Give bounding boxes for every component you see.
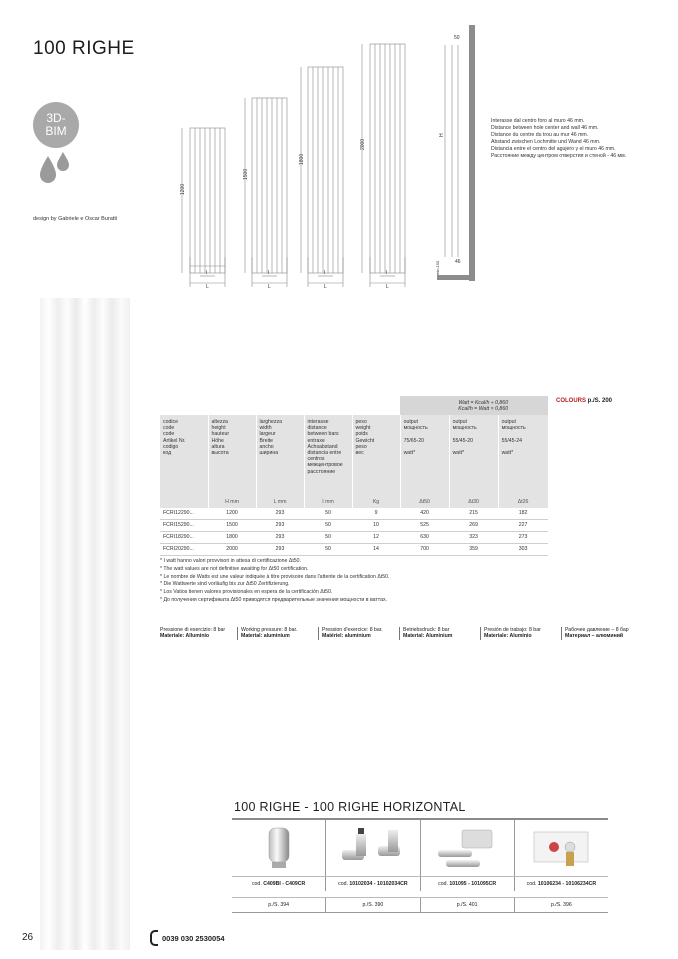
width-label-1: L bbox=[206, 284, 209, 290]
pressure-cell-ru: Рабочее давление – 8 бар Материал – алюминий bbox=[561, 627, 641, 640]
bim-label-line-1: 3D- bbox=[46, 111, 66, 125]
accessory-page-ref[interactable]: p./S. 390 bbox=[326, 897, 420, 913]
technical-data-table bbox=[160, 396, 548, 556]
radiator-technical-drawings bbox=[160, 25, 480, 290]
table-row: FCRI18290... 1800 293 50 12 630 323 273 bbox=[160, 532, 548, 544]
pressure-cell-it: Pressione di esercizio: 8 bar Materiale: Alluminio bbox=[160, 627, 226, 640]
i-label-1: I bbox=[206, 270, 208, 276]
radiator-product-photo bbox=[40, 298, 130, 950]
page-number: 26 bbox=[22, 932, 34, 943]
side-height-label: H bbox=[439, 133, 445, 137]
i-label-3: I bbox=[324, 270, 326, 276]
height-label-2000: 2000 bbox=[360, 138, 366, 150]
watt-conversion-header bbox=[400, 396, 548, 415]
accessory-code: cod. 101095 - 101095CR bbox=[421, 876, 515, 891]
height-label-1500: 1500 bbox=[243, 168, 249, 180]
height-label-1200: 1200 bbox=[180, 183, 186, 195]
header-height: altezza height hauteur Höhe altura высота bbox=[208, 415, 256, 499]
unit-cell: Δt26 bbox=[498, 499, 548, 508]
accessory-image-thermostatic-head[interactable] bbox=[232, 820, 326, 876]
footnotes bbox=[160, 558, 560, 605]
pressure-cell-es: Presión de trabajo: 8 bar Materiale: Aluminio bbox=[480, 627, 560, 640]
unit-cell: L mm bbox=[256, 499, 304, 508]
i-label-2: I bbox=[268, 270, 270, 276]
footnote: * Die Wattwerte sind vorläufig bis zur Δt50 Zertifizierung. bbox=[160, 581, 290, 588]
note-line: Distancia entre el centro del agujero y el muro 46 mm. bbox=[491, 146, 616, 152]
accessory-image-connection-kit[interactable] bbox=[421, 820, 515, 876]
table-row: FCRI20290... 2000 293 50 14 700 359 303 bbox=[160, 544, 548, 556]
water-drops-icon bbox=[38, 150, 72, 186]
bottom-dimension-label: 46 bbox=[455, 259, 461, 265]
accessory-page-ref[interactable]: p./S. 401 bbox=[421, 897, 515, 913]
pressure-cell-fr: Pression d'exercice: 8 bar. Matériel: aluminium bbox=[318, 627, 398, 640]
colours-page: p./S. 200 bbox=[586, 398, 613, 404]
accessories-title: 100 RIGHE - 100 RIGHE HORIZONTAL bbox=[234, 800, 466, 814]
footnote: * Los Vatios tienen valores provisionales en espera de la certificación Δt50. bbox=[160, 589, 333, 596]
accessory-code: cod. 10106234 - 10106234CR bbox=[515, 876, 608, 891]
footnote: * I watt hanno valori provvisori in attesa di certificazione Δt50. bbox=[160, 558, 302, 564]
header-code: codice code code Artikel Nr. codigo код bbox=[160, 415, 208, 499]
installation-notes bbox=[491, 118, 661, 160]
pressure-cell-de: Betriebsdruck: 8 bar Material: Aluminium bbox=[399, 627, 479, 640]
note-line: Abstand zwischen Lochmitte und Wand 46 mm. bbox=[491, 139, 601, 145]
wall-box-icon bbox=[526, 824, 596, 872]
footnote: * Le nombre de Watts est une valeur indiquée à titre provisoire dans l'attente de la certification Δt50. bbox=[160, 573, 390, 580]
header-weight: peso weight poids Gewicht peso вес bbox=[352, 415, 400, 499]
header-output-dt50: output мощность 75/65-20 watt* bbox=[400, 415, 449, 499]
accessory-page-ref[interactable]: p./S. 396 bbox=[515, 897, 608, 913]
accessory-image-wall-box[interactable] bbox=[515, 820, 608, 876]
colours-label: COLOURS bbox=[556, 398, 586, 404]
page-title: 100 RIGHE bbox=[33, 38, 135, 59]
pressure-material-info bbox=[160, 627, 642, 640]
pressure-cell-en: Working pressure: 8 bar. Material: aluminium bbox=[237, 627, 317, 640]
accessory-code: cod. C409BI - C409CR bbox=[232, 876, 326, 891]
floor-clearance-label: min.150 bbox=[435, 260, 440, 275]
note-line: Distance between hole center and wall 46 mm. bbox=[491, 125, 599, 131]
unit-cell: Δt50 bbox=[400, 499, 449, 508]
width-label-4: L bbox=[386, 284, 389, 290]
footnote: * The watt values are not definitive awaiting for Δt50 certification. bbox=[160, 565, 309, 572]
note-line: Interasse dal centro foro al muro 46 mm. bbox=[491, 118, 585, 124]
note-line: Расстояние между центром отверстия и стеной - 46 мм. bbox=[491, 153, 627, 159]
header-width: larghezza width largeur Breite ancho ширина bbox=[256, 415, 304, 499]
top-dimension-label: 50 bbox=[454, 35, 460, 41]
design-by-credit: design by Gabriele e Oscar Buratti bbox=[33, 216, 118, 222]
accessory-page-ref[interactable]: p./S. 394 bbox=[232, 897, 326, 913]
i-label-4: I bbox=[386, 270, 388, 276]
footnote: * До получения сертификата Δt50 приводятся предварительные значения мощности в ваттах. bbox=[160, 596, 388, 603]
note-line: Distance du centre du trou au mur 46 mm. bbox=[491, 132, 589, 138]
table-row: FCRI15290... 1500 293 50 10 525 269 227 bbox=[160, 520, 548, 532]
width-label-3: L bbox=[324, 284, 327, 290]
height-label-1800: 1800 bbox=[299, 153, 305, 165]
radiator-1-ribs bbox=[195, 128, 220, 273]
header-output-dt26: output мощность 55/45-24 watt* bbox=[498, 415, 548, 499]
colours-reference[interactable] bbox=[556, 398, 612, 404]
header-output-dt30: output мощность 55/45-20 watt* bbox=[449, 415, 498, 499]
accessories-grid bbox=[232, 820, 608, 913]
table-row: FCRI12290... 1200 293 50 9 420 215 182 bbox=[160, 508, 548, 520]
watt-conversion-line-2: Kcal/h = Watt × 0,860 bbox=[458, 405, 509, 412]
3d-bim-badge[interactable] bbox=[33, 102, 79, 148]
unit-cell: Kg bbox=[352, 499, 400, 508]
unit-cell: H mm bbox=[208, 499, 256, 508]
thermostatic-head-icon bbox=[259, 824, 299, 872]
phone-contact[interactable] bbox=[150, 930, 225, 946]
width-label-2: L bbox=[268, 284, 271, 290]
accessory-image-valve-kit[interactable] bbox=[326, 820, 420, 876]
unit-cell: Δt30 bbox=[449, 499, 498, 508]
valve-kit-icon bbox=[338, 824, 408, 872]
connection-kit-icon bbox=[432, 824, 502, 872]
phone-icon bbox=[150, 930, 158, 946]
accessory-code: cod. 10102034 - 10102034CR bbox=[326, 876, 420, 891]
watt-conversion-line-1: Watt = Kcal/h ÷ 0,860 bbox=[458, 399, 509, 406]
header-distance: interasse distance between bars entraxe Achsabstand distancia entre centros межцентровое расстояние bbox=[304, 415, 352, 499]
phone-number: 0039 030 2530054 bbox=[162, 933, 225, 943]
unit-cell: I mm bbox=[304, 499, 352, 508]
unit-cell bbox=[160, 499, 208, 508]
bim-label-line-2: BIM bbox=[45, 124, 67, 138]
